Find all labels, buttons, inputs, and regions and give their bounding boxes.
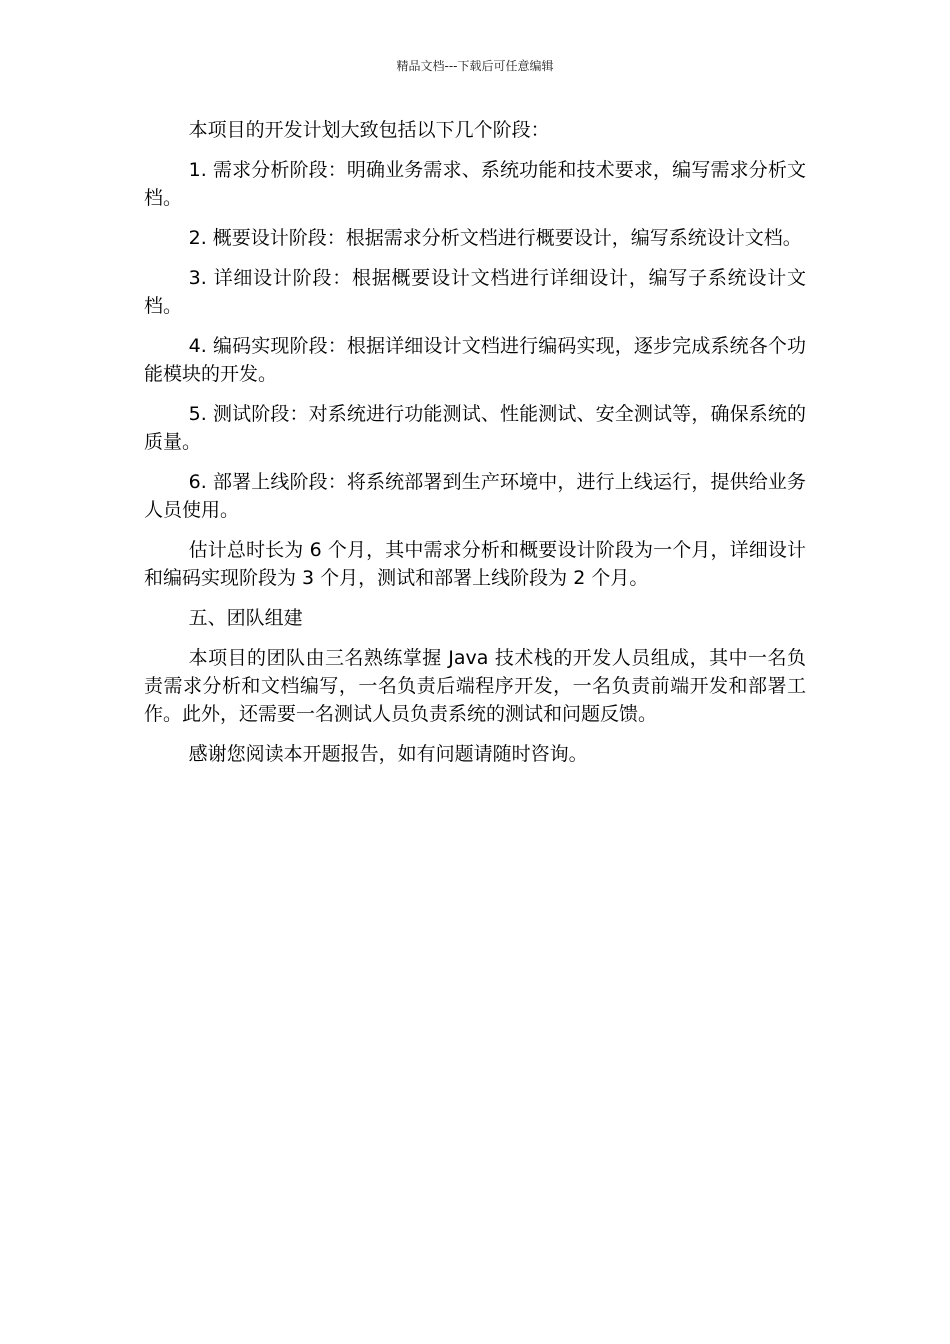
- stage-1-paragraph: 1. 需求分析阶段：明确业务需求、系统功能和技术要求，编写需求分析文档。: [144, 159, 806, 209]
- section-heading: 五、团队组建: [188, 607, 303, 629]
- closing-paragraph: 感谢您阅读本开题报告，如有问题请随时咨询。: [188, 743, 588, 765]
- page-header: 精品文档---下载后可任意编辑: [396, 59, 554, 73]
- stage-4-paragraph: 4. 编码实现阶段：根据详细设计文档进行编码实现，逐步完成系统各个功能模块的开发。: [144, 335, 806, 385]
- duration-paragraph: 估计总时长为 6 个月，其中需求分析和概要设计阶段为一个月，详细设计和编码实现阶段为 3 个月，测试和部署上线阶段为 2 个月。: [144, 539, 806, 589]
- stage-5-paragraph: 5. 测试阶段：对系统进行功能测试、性能测试、安全测试等，确保系统的质量。: [144, 403, 806, 453]
- intro-paragraph: 本项目的开发计划大致包括以下几个阶段：: [188, 119, 550, 141]
- stage-2-paragraph: 2. 概要设计阶段：根据需求分析文档进行概要设计，编写系统设计文档。: [188, 227, 802, 249]
- team-paragraph: 本项目的团队由三名熟练掌握 Java 技术栈的开发人员组成，其中一名负责需求分析和文档编写，一名负责后端程序开发，一名负责前端开发和部署工作。此外，还需要一名测试人员负责系统的测试和问题反馈。: [144, 647, 806, 725]
- stage-3-paragraph: 3. 详细设计阶段：根据概要设计文档进行详细设计，编写子系统设计文档。: [144, 267, 806, 317]
- document-body: [144, 116, 806, 780]
- stage-6-paragraph: 6. 部署上线阶段：将系统部署到生产环境中，进行上线运行，提供给业务人员使用。: [144, 471, 806, 521]
